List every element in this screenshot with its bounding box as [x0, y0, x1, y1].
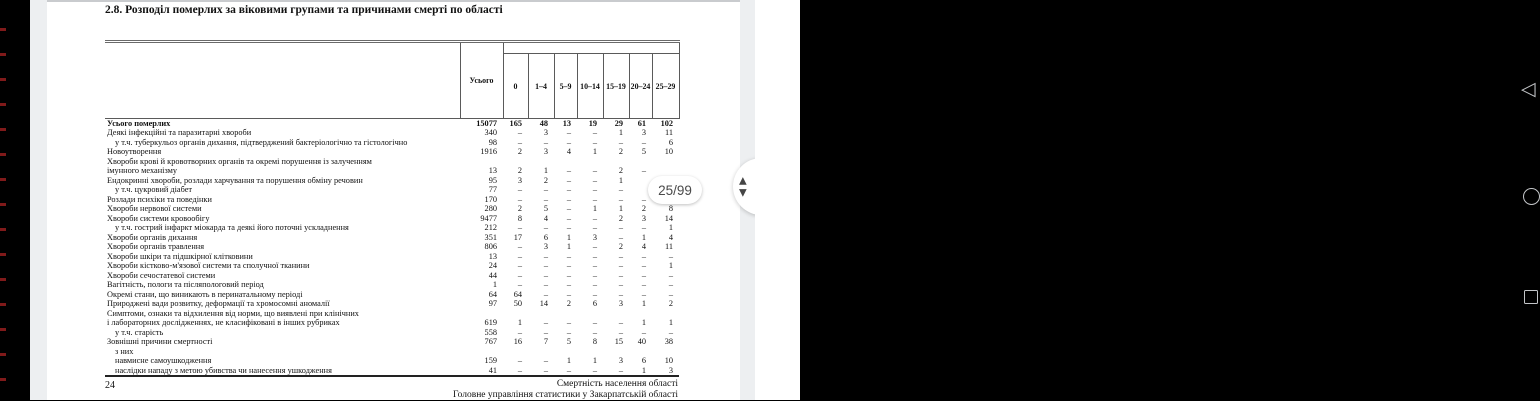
table-row [105, 299, 679, 309]
value-cell [629, 309, 652, 319]
table-header-row-1 [105, 42, 679, 54]
value-cell [460, 157, 503, 167]
value-cell: 7 [543, 337, 548, 347]
value-cell [652, 166, 679, 176]
total-column-header: Усього [460, 42, 503, 119]
value-cell: 1 [668, 261, 674, 271]
value-cell: 4 [543, 213, 548, 223]
value-cell: – [517, 356, 522, 366]
value-cell: – [641, 223, 646, 233]
value-cell: 16 [513, 337, 522, 347]
row-label: Хвороби крові й кровотворних органів та окремі порушення із залученням [107, 156, 372, 166]
value-cell: – [517, 242, 522, 252]
table-row [105, 176, 679, 186]
value-cell: 48 [539, 119, 548, 128]
age-column-header: 15–19 [603, 54, 629, 119]
value-cell: 2 [566, 299, 571, 309]
value-cell: 1 [592, 356, 597, 366]
value-cell: 3 [618, 299, 623, 309]
value-cell: 14 [539, 299, 548, 309]
value-cell: 351 [484, 232, 497, 242]
value-cell: – [592, 223, 597, 233]
value-cell [528, 347, 554, 357]
value-cell: 280 [484, 204, 497, 214]
value-cell: – [618, 289, 623, 299]
table-row [105, 337, 679, 347]
value-cell: – [566, 213, 571, 223]
value-cell: – [566, 289, 571, 299]
value-cell: 4 [641, 242, 646, 252]
value-cell: – [566, 204, 571, 214]
value-cell [528, 309, 554, 319]
value-cell: 10 [664, 356, 674, 366]
table-row [105, 356, 679, 366]
value-cell: – [543, 223, 548, 233]
value-cell [528, 157, 554, 167]
row-label: Хвороби системи кровообігу [107, 213, 210, 223]
value-cell: – [668, 251, 674, 261]
value-cell: – [517, 137, 522, 147]
value-cell: 64 [513, 289, 522, 299]
page-indicator-badge[interactable] [648, 176, 702, 204]
value-cell: 2 [618, 166, 623, 176]
value-cell: 1 [566, 356, 571, 366]
value-cell: – [592, 318, 597, 328]
table-body [105, 119, 679, 377]
value-cell: – [592, 280, 597, 290]
value-cell: – [566, 261, 571, 271]
value-cell: 1 [492, 280, 497, 290]
value-cell: 13 [562, 119, 571, 128]
row-label: Хвороби органів травлення [107, 242, 205, 252]
value-cell: 13 [488, 166, 497, 176]
value-cell: – [603, 366, 629, 376]
value-cell: – [517, 223, 522, 233]
value-cell: 77 [488, 185, 497, 195]
value-cell: – [592, 194, 597, 204]
table-row [105, 185, 679, 195]
value-cell: – [592, 175, 597, 185]
value-cell: – [641, 166, 646, 176]
row-label: імунного механізму [107, 166, 178, 176]
age-column-header: 20–24 [629, 54, 652, 119]
value-cell: – [668, 327, 674, 337]
row-label: навмисне самоушкодження [115, 356, 212, 366]
value-cell: 2 [517, 204, 522, 214]
value-cell: 2 [543, 175, 548, 185]
value-cell: 5 [641, 147, 646, 157]
value-cell: 1 [641, 318, 646, 328]
value-cell [503, 347, 528, 357]
value-cell [603, 157, 629, 167]
value-cell: 50 [513, 299, 522, 309]
row-label: Ендокринні хвороби, розлади харчування та порушення обміну речовин [107, 175, 363, 185]
value-cell: 170 [484, 194, 497, 204]
document-page [47, 0, 740, 400]
value-cell: 102 [660, 119, 674, 128]
value-cell: 619 [484, 318, 497, 328]
table-row [105, 223, 679, 233]
value-cell: 8 [668, 204, 674, 214]
value-cell: – [668, 280, 674, 290]
row-label: у т.ч. цукровий діабет [115, 185, 193, 195]
table-row [105, 157, 679, 167]
row-label: Хвороби кістково-м'язової системи та сполучної тканини [107, 261, 310, 271]
row-label: Природжені вади розвитку, деформації та хромосомні аномалії [107, 299, 330, 309]
value-cell: – [543, 327, 548, 337]
value-cell: – [641, 137, 646, 147]
value-cell: 29 [614, 119, 623, 128]
value-cell: 806 [484, 242, 497, 252]
home-icon[interactable] [1523, 188, 1540, 205]
table-row [105, 242, 679, 252]
row-label: Окремі стани, що виникають в перинатальному періоді [107, 289, 303, 299]
value-cell: 1 [592, 204, 597, 214]
value-cell: 13 [488, 251, 497, 261]
value-cell: 1 [618, 204, 623, 214]
value-cell: – [618, 280, 623, 290]
value-cell: 2 [668, 299, 674, 309]
value-cell: 6 [543, 232, 548, 242]
value-cell: 3 [641, 213, 646, 223]
value-cell: – [543, 318, 548, 328]
footer-line-2: Головне управління статистики у Закарпатській області [452, 390, 678, 400]
value-cell: – [641, 261, 646, 271]
value-cell [629, 157, 652, 167]
page-down-icon[interactable]: ▼ [739, 187, 747, 198]
value-cell: – [641, 270, 646, 280]
row-label: Вагітність, пологи та післяпологовий період [107, 280, 264, 290]
value-cell: – [517, 251, 522, 261]
value-cell: 61 [637, 119, 646, 128]
value-cell: 767 [484, 337, 497, 347]
value-cell: 2 [618, 213, 623, 223]
table-row [105, 128, 679, 138]
row-label: Зовнішні причини смертності [107, 337, 213, 347]
value-cell: – [618, 232, 623, 242]
document-title: 2.8. Розподіл померлих за віковими групами та причинами смерті по області [105, 4, 503, 16]
row-label: Хвороби сечостатевої системи [107, 270, 216, 280]
table-row [105, 347, 679, 357]
value-cell: 3 [517, 175, 522, 185]
value-cell: 11 [665, 128, 674, 138]
value-cell: – [592, 327, 597, 337]
value-cell: 1916 [480, 147, 497, 157]
value-cell [629, 347, 652, 357]
page-top-edge [47, 0, 740, 2]
value-cell: 1 [592, 147, 597, 157]
value-cell: – [543, 289, 548, 299]
value-cell: – [566, 251, 571, 261]
value-cell [554, 347, 577, 357]
value-cell: 6 [592, 299, 597, 309]
value-cell: 97 [488, 299, 497, 309]
footer-page-number: 24 [105, 380, 115, 391]
value-cell: 1 [641, 232, 646, 242]
value-cell: 2 [618, 147, 623, 157]
value-cell [577, 157, 603, 167]
row-label: Розлади психіки та поведінки [107, 194, 212, 204]
row-label: і лабораторних дослідженнях, не класифіковані в інших рубриках [107, 318, 340, 328]
value-cell: – [592, 185, 597, 195]
value-cell: 3 [543, 242, 548, 252]
value-cell [652, 309, 679, 319]
value-cell: 44 [488, 270, 497, 280]
mortality-table [105, 40, 680, 377]
table-row [105, 261, 679, 271]
value-cell: 5 [543, 204, 548, 214]
value-cell: 6 [641, 356, 646, 366]
value-cell: – [641, 194, 646, 204]
value-cell: – [668, 289, 674, 299]
value-cell [503, 157, 528, 167]
value-cell [652, 157, 679, 167]
value-cell: – [528, 366, 554, 376]
value-cell: 4 [668, 232, 674, 242]
value-cell: 6 [668, 137, 674, 147]
value-cell [603, 347, 629, 357]
table-row [105, 271, 679, 281]
value-cell: – [577, 366, 603, 376]
value-cell: 9477 [480, 213, 497, 223]
page-scrubber-arrows [739, 175, 747, 198]
value-cell: 340 [484, 128, 497, 138]
row-label: у т.ч. туберкульоз органів дихання, підтверджений бактеріологічно та гістологічно [115, 137, 408, 147]
value-cell [603, 309, 629, 319]
value-cell: – [566, 270, 571, 280]
value-cell: – [618, 270, 623, 280]
value-cell: 10 [664, 147, 674, 157]
value-cell: – [618, 318, 623, 328]
value-cell: – [641, 289, 646, 299]
value-cell: 24 [488, 261, 497, 271]
value-cell: – [592, 251, 597, 261]
row-label: Хвороби шкіри та підшкірної клітковини [107, 251, 253, 261]
age-group-header [503, 42, 679, 54]
left-gutter [30, 0, 47, 400]
value-cell: 3 [592, 232, 597, 242]
value-cell: 2 [641, 204, 646, 214]
value-cell: – [566, 223, 571, 233]
row-label: Новоутворення [107, 147, 162, 157]
row-label: Усього померлих [107, 119, 171, 128]
value-cell: – [566, 185, 571, 195]
value-cell: 3 [543, 128, 548, 138]
value-cell: 8 [592, 337, 597, 347]
value-cell: – [592, 289, 597, 299]
table-row [105, 119, 679, 129]
value-cell: – [517, 128, 522, 138]
row-label: Хвороби органів дихання [107, 232, 198, 242]
value-cell: – [641, 251, 646, 261]
value-cell: 98 [488, 137, 497, 147]
table-row [105, 290, 679, 300]
value-cell: – [543, 356, 548, 366]
value-cell: – [566, 327, 571, 337]
value-cell: – [618, 223, 623, 233]
value-cell [554, 157, 577, 167]
table-row [105, 204, 679, 214]
table-row [105, 309, 679, 319]
value-cell [652, 347, 679, 357]
value-cell: – [641, 327, 646, 337]
row-label: наслідки нападу з метою убивства чи нанесення ушкодження [105, 366, 460, 376]
value-cell: – [618, 137, 623, 147]
table-row [105, 252, 679, 262]
value-cell [554, 309, 577, 319]
age-column-header: 5–9 [554, 54, 577, 119]
table-row [105, 366, 679, 376]
age-column-header: 1–4 [528, 54, 554, 119]
back-icon[interactable]: ◁ [1521, 78, 1536, 100]
value-cell: 5 [566, 337, 571, 347]
value-cell: 64 [488, 289, 497, 299]
value-cell: – [592, 242, 597, 252]
value-cell: 1 [668, 223, 674, 233]
value-cell: 17 [513, 232, 522, 242]
value-cell: 1 [517, 318, 522, 328]
value-cell: 558 [484, 327, 497, 337]
value-cell: – [618, 327, 623, 337]
value-cell [503, 309, 528, 319]
value-cell: – [543, 270, 548, 280]
value-cell: – [517, 280, 522, 290]
value-cell: 1 [566, 232, 571, 242]
value-cell: – [566, 128, 571, 138]
value-cell: 2 [517, 147, 522, 157]
value-cell: 8 [517, 213, 522, 223]
value-cell: 4 [566, 147, 571, 157]
value-cell: – [618, 251, 623, 261]
value-cell: 3 [543, 147, 548, 157]
value-cell [460, 309, 503, 319]
value-cell: – [517, 270, 522, 280]
table-row [105, 214, 679, 224]
row-label: Хвороби нервової системи [107, 204, 202, 214]
value-cell: 1 [641, 299, 646, 309]
value-cell: – [668, 270, 674, 280]
table-row [105, 318, 679, 328]
android-navbar [755, 0, 1536, 400]
age-column-header: 25–29 [652, 54, 679, 119]
value-cell: 3 [641, 128, 646, 138]
row-label-header [105, 42, 460, 119]
value-cell: – [592, 137, 597, 147]
value-cell: – [592, 270, 597, 280]
recents-icon[interactable] [1524, 290, 1538, 304]
value-cell: 2 [618, 242, 623, 252]
footer-organization [453, 379, 678, 401]
footer-line-1: Смертність населення області [556, 379, 678, 389]
value-cell: – [618, 194, 623, 204]
table-row [105, 166, 679, 176]
table-row [105, 138, 679, 148]
row-label: Деякі інфекційні та паразитарні хвороби [107, 128, 252, 138]
value-cell: – [543, 185, 548, 195]
value-cell: 38 [664, 337, 674, 347]
value-cell: 3 [618, 356, 623, 366]
value-cell: – [592, 261, 597, 271]
value-cell: – [566, 280, 571, 290]
table-row [105, 195, 679, 205]
value-cell [460, 347, 503, 357]
value-cell: 1 [668, 318, 674, 328]
value-cell: 159 [484, 356, 497, 366]
left-bezel [0, 0, 30, 400]
value-cell: – [592, 128, 597, 138]
value-cell: 19 [588, 119, 597, 128]
value-cell: – [517, 261, 522, 271]
value-cell: 3 [652, 366, 679, 376]
table-row [105, 280, 679, 290]
value-cell: – [543, 137, 548, 147]
value-cell: 15 [614, 337, 623, 347]
value-cell: – [592, 166, 597, 176]
table-row [105, 233, 679, 243]
table-row [105, 147, 679, 157]
value-cell: – [641, 280, 646, 290]
value-cell: – [566, 137, 571, 147]
age-column-header: 10–14 [577, 54, 603, 119]
value-cell: – [517, 194, 522, 204]
value-cell: – [517, 327, 522, 337]
value-cell: 15077 [476, 119, 497, 128]
value-cell: 11 [665, 242, 674, 252]
value-cell: 40 [637, 337, 646, 347]
value-cell: 2 [517, 166, 522, 176]
value-cell: – [554, 366, 577, 376]
value-cell: 1 [618, 175, 623, 185]
value-cell: 212 [484, 223, 497, 233]
value-cell: – [503, 366, 528, 376]
value-cell: 1 [618, 128, 623, 138]
value-cell [577, 347, 603, 357]
value-cell: – [566, 166, 571, 176]
value-cell: – [566, 318, 571, 328]
value-cell: – [543, 261, 548, 271]
value-cell: 41 [460, 366, 503, 376]
value-cell: – [543, 280, 548, 290]
value-cell: – [566, 175, 571, 185]
value-cell: – [543, 194, 548, 204]
row-label: у т.ч. гострий інфаркт міокарда та деякі його поточні ускладнення [115, 223, 349, 233]
value-cell [577, 309, 603, 319]
page-up-icon[interactable]: ▲ [739, 175, 747, 186]
table-row [105, 328, 679, 338]
value-cell: 1 [543, 166, 548, 176]
row-label: у т.ч. старість [115, 327, 164, 337]
value-cell: 14 [664, 213, 674, 223]
row-label: Симптоми, ознаки та відхилення від норми, що виявлені при клінічних [107, 308, 359, 318]
value-cell: 95 [488, 175, 497, 185]
value-cell: 1 [629, 366, 652, 376]
page-indicator-text: 25/99 [658, 182, 692, 198]
value-cell: – [618, 261, 623, 271]
value-cell: 165 [509, 119, 522, 128]
value-cell: – [543, 251, 548, 261]
value-cell: – [618, 185, 623, 195]
value-cell: – [517, 185, 522, 195]
value-cell: 1 [566, 242, 571, 252]
value-cell: – [592, 213, 597, 223]
value-cell: – [566, 194, 571, 204]
row-label: з них [115, 346, 134, 356]
age-column-header: 0 [503, 54, 528, 119]
